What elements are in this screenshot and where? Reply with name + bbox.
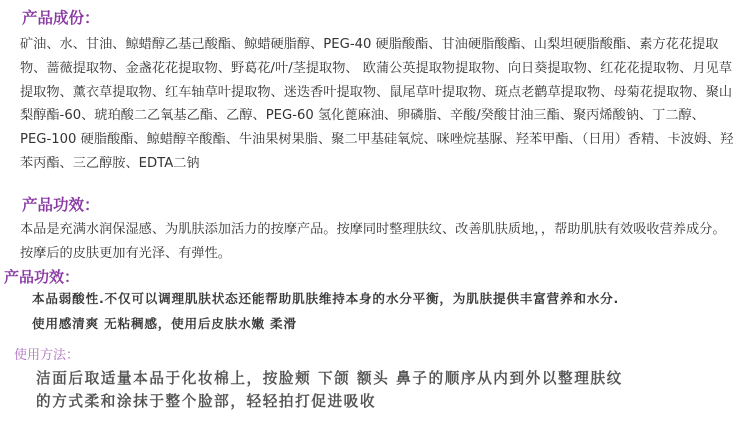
ingredients-text: 矿油、水、甘油、鲸蜡醇乙基己酸酯、鲸蜡硬脂醇、PEG-40 硬脂酸酯、甘油硬脂酸酯、山梨坦硬脂酸酯、素方花花提取物、蔷薇提取物、金盏花花提取物、野葛花/叶/茎提取物、 欧蒲公英提取物提取物、向日葵提取物、红花花提取物、月见草提取物、薰衣草提取物、红车轴草叶提取物、迷迭香叶提取物、鼠尾草叶提取物、斑点老鹳草提取物、母菊花提取物、聚山梨醇酯-60、琥珀酸二乙氧基乙酯、乙醇、PEG-60 氢化蓖麻油、卵磷脂、辛酸/癸酸甘油三酯、聚丙烯酸钠、丁二醇、PEG-100 硬脂酸酯、鲸蜡醇辛酸酯、牛油果树果脂、聚二甲基硅氧烷、咪唑烷基脲、羟苯甲酯、（日用）香精、卡波姆、羟苯丙酯、三乙醇胺、EDTA二钠	[20, 37, 734, 171]
efficacy-detail-line-1: 本品弱酸性.不仅可以调理肌肤状态还能帮助肌肤维持本身的水分平衡，为肌肤提供丰富营养和水分.	[32, 291, 620, 306]
usage-line-2: 的方式柔和涂抹于整个脸部，轻轻拍打促进吸收	[36, 393, 377, 410]
ingredients-heading: 产品成份：	[22, 9, 100, 27]
efficacy-heading-2: 产品功效：	[4, 268, 80, 286]
efficacy-heading: 产品功效：	[22, 196, 100, 214]
efficacy-text: 本品是充满水润保湿感、为肌肤添加活力的按摩产品。按摩同时整理肤纹、改善肌肤质地，，帮助肌肤有效吸收营养成分。按摩后的皮肤更加有光泽、有弹性。	[20, 222, 726, 261]
usage-heading: 使用方法：	[14, 348, 80, 363]
efficacy-detail-line-2: 使用感清爽 无粘稠感，使用后皮肤水嫩 柔滑	[32, 316, 297, 331]
usage-line-1: 洁面后取适量本品于化妆棉上，按脸颊 下颌 额头 鼻子的顺序从内到外以整理肤纹	[36, 370, 623, 387]
